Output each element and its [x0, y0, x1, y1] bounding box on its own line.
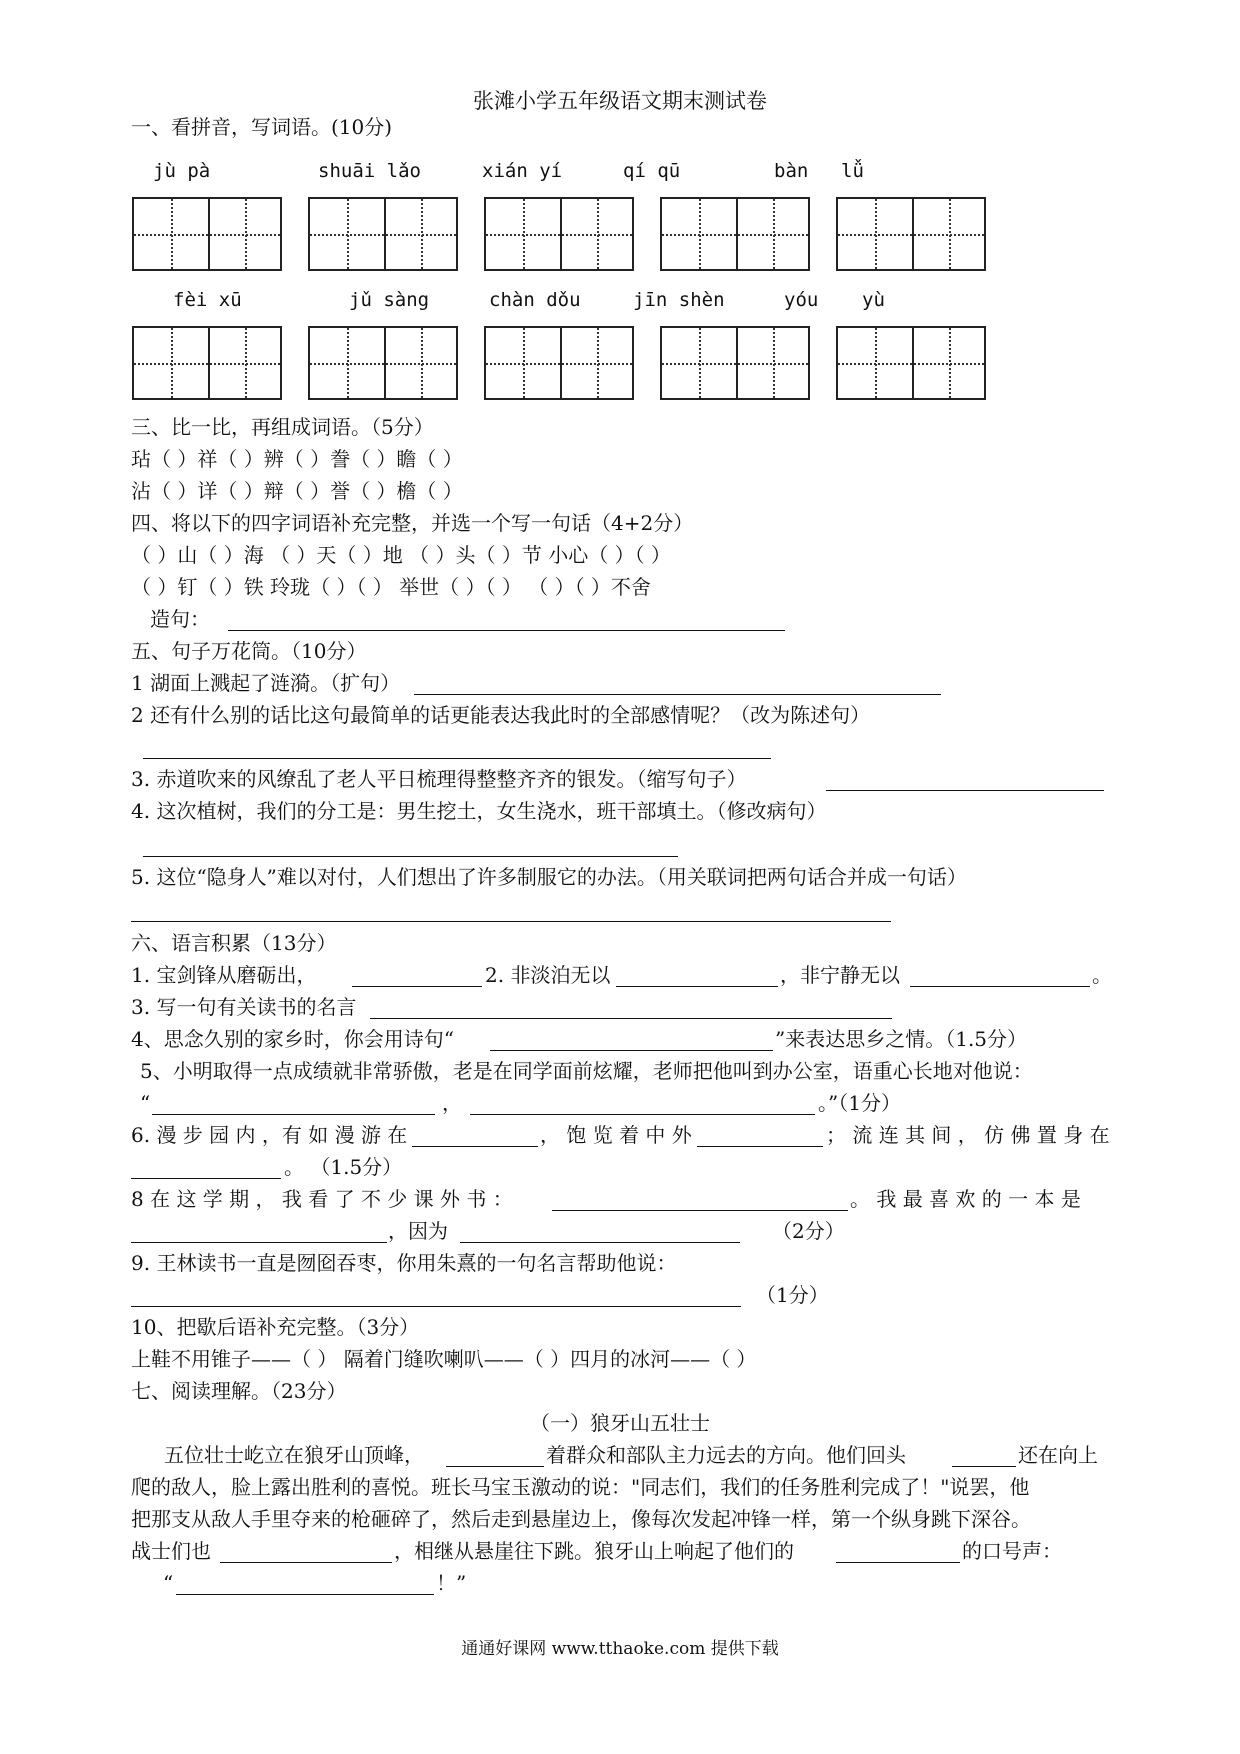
question: 2 还有什么别的话比这句最简单的话更能表达我此时的全部感情呢？（改为陈述句） [131, 703, 871, 727]
question: 。 （1.5分） [284, 1155, 403, 1179]
xiehouyu-line: 上鞋不用锥子——（ ） 隔着门缝吹喇叭——（ ）四月的冰河——（ ） [131, 1347, 757, 1371]
passage-title: （一）狼牙山五壮士 [530, 1411, 710, 1435]
question: 5、小明取得一点成绩就非常骄傲，老是在同学面前炫耀，老师把他叫到办公室，语重心长地对他说： [140, 1059, 1033, 1083]
pinyin: yóu [784, 289, 819, 311]
pinyin: jīn shèn [633, 289, 725, 311]
question: 10、把歇后语补充完整。（3分） [131, 1315, 420, 1339]
page-title: 张滩小学五年级语文期末测试卷 [473, 89, 767, 113]
answer-line[interactable] [131, 921, 891, 922]
passage-text: ，相继从悬崖往下跳。狼牙山上响起了他们的 [394, 1539, 794, 1563]
writing-grid[interactable] [308, 326, 458, 400]
answer-line[interactable] [152, 1114, 435, 1115]
answer-line[interactable] [470, 1114, 815, 1115]
pinyin: fèi xū [173, 289, 242, 311]
answer-line[interactable] [370, 1018, 892, 1019]
question: 9. 王林读书一直是囫囵吞枣，你用朱熹的一句名言帮助他说： [131, 1251, 677, 1275]
question: ， [442, 1091, 462, 1115]
question: 3. 写一句有关读书的名言 [131, 995, 357, 1019]
question: 1 湖面上溅起了涟漪。（扩句） [131, 671, 401, 695]
writing-grid[interactable] [484, 326, 634, 400]
section-1-heading: 一、看拼音，写词语。(10分) [131, 115, 393, 139]
pinyin: qí qū [623, 160, 681, 182]
question: ； 流 连 其 间 ， 仿 佛 置 身 在 [826, 1123, 1110, 1147]
answer-line[interactable] [143, 758, 771, 759]
passage-text: 爬的敌人，脸上露出胜利的喜悦。班长马宝玉激动的说："同志们，我们的任务胜利完成了！"说罢，他 [131, 1475, 1030, 1499]
passage-text: 的口号声： [962, 1539, 1062, 1563]
passage-text: 还在向上 [1018, 1443, 1098, 1467]
question: 5. 这位“隐身人”难以对付，人们想出了许多制服它的办法。（用关联词把两句话合并成一句话） [131, 865, 967, 889]
answer-line[interactable] [143, 856, 678, 857]
question: 3. 赤道吹来的风缭乱了老人平日梳理得整整齐齐的银发。（缩写句子） [131, 767, 747, 791]
answer-line[interactable] [352, 986, 482, 987]
pinyin: jǔ sàng [349, 289, 430, 311]
section-5-heading: 五、句子万花筒。（10分） [131, 639, 367, 663]
question: 。”（1分） [818, 1091, 901, 1115]
writing-grid[interactable] [484, 197, 634, 271]
footer-credit: 通通好课网 www.tthaoke.com 提供下载 [461, 1639, 779, 1659]
answer-line[interactable] [616, 986, 778, 987]
question: 4、思念久别的家乡时，你会用诗句“ [131, 1027, 454, 1051]
writing-grid[interactable] [836, 326, 986, 400]
answer-line[interactable] [952, 1466, 1016, 1467]
answer-line[interactable] [446, 1466, 544, 1467]
writing-grid[interactable] [132, 326, 282, 400]
question: 。 我 最 喜 欢 的 一 本 是 [850, 1187, 1081, 1211]
question: 1. 宝剑锋从磨砺出， [131, 963, 317, 987]
answer-line[interactable] [131, 1178, 281, 1179]
question: 。 [1092, 963, 1112, 987]
compare-line: 沾（ ）详（ ）辩（ ）誉（ ）檐（ ） [131, 479, 463, 503]
answer-line[interactable] [131, 1306, 741, 1307]
zaoju-label: 造句： [150, 607, 210, 631]
pinyin: lǚ [841, 160, 864, 182]
question: ， 饱 览 着 中 外 [540, 1123, 692, 1147]
answer-line[interactable] [220, 1562, 392, 1563]
question: 2. 非淡泊无以 [485, 963, 611, 987]
answer-line[interactable] [460, 1242, 740, 1243]
answer-line[interactable] [131, 1242, 387, 1243]
passage-text: 五位壮士屹立在狼牙山顶峰， [164, 1443, 424, 1467]
passage-text: 着群众和部队主力远去的方向。他们回头 [546, 1443, 906, 1467]
idiom-line: （ ）钉（ ）铁 玲珑（ ）（ ） 举世（ ）（ ） （ ）（ ）不舍 [131, 575, 651, 599]
answer-line[interactable] [826, 790, 1104, 791]
question: 6. 漫 步 园 内 ，有 如 漫 游 在 [131, 1123, 408, 1147]
pinyin: bàn [774, 160, 809, 182]
question: 4. 这次植树，我们的分工是：男生挖土，女生浇水，班干部填土。（修改病句） [131, 799, 827, 823]
question: “ [140, 1091, 151, 1115]
writing-grid[interactable] [660, 326, 810, 400]
section-7-heading: 七、阅读理解。（23分） [131, 1379, 347, 1403]
answer-line[interactable] [490, 1050, 773, 1051]
question: ”来表达思乡之情。（1.5分） [775, 1027, 1028, 1051]
question: 8 在 这 学 期 ， 我 看 了 不 少 课 外 书 ： [131, 1187, 513, 1211]
section-4-heading: 四、将以下的四字词语补充完整，并选一个写一句话（4+2分） [131, 511, 694, 535]
answer-line[interactable] [412, 1146, 538, 1147]
pinyin: xián yí [482, 160, 563, 182]
answer-line[interactable] [176, 1594, 434, 1595]
answer-line[interactable] [697, 1146, 823, 1147]
idiom-line: （ ）山（ ）海 （ ）天（ ）地 （ ）头（ ）节 小心（ ）（ ） [131, 543, 671, 567]
pinyin: yù [862, 289, 885, 311]
section-6-heading: 六、语言积累（13分） [131, 931, 337, 955]
question: ，非宁静无以 [780, 963, 900, 987]
pinyin: jù pà [153, 160, 211, 182]
answer-line[interactable] [552, 1210, 848, 1211]
writing-grid[interactable] [132, 197, 282, 271]
passage-text: 战士们也 [131, 1539, 211, 1563]
pinyin: chàn dǒu [489, 289, 581, 311]
passage-text: ！” [436, 1571, 467, 1595]
points: （1分） [756, 1283, 829, 1307]
writing-grid[interactable] [660, 197, 810, 271]
writing-grid[interactable] [308, 197, 458, 271]
compare-line: 玷（ ）祥（ ）辨（ ）誊（ ）瞻（ ） [131, 447, 463, 471]
points: （2分） [772, 1219, 845, 1243]
section-3-heading: 三、比一比，再组成词语。（5分） [131, 415, 434, 439]
answer-line[interactable] [414, 694, 941, 695]
pinyin: shuāi lǎo [318, 160, 421, 182]
passage-text: “ [163, 1571, 174, 1595]
question: ，因为 [388, 1219, 448, 1243]
answer-line[interactable] [910, 986, 1090, 987]
passage-text: 把那支从敌人手里夺来的枪砸碎了，然后走到悬崖边上，像每次发起冲锋一样，第一个纵身跳下深谷。 [131, 1507, 1031, 1531]
answer-line[interactable] [228, 630, 785, 631]
writing-grid[interactable] [836, 197, 986, 271]
answer-line[interactable] [836, 1562, 960, 1563]
